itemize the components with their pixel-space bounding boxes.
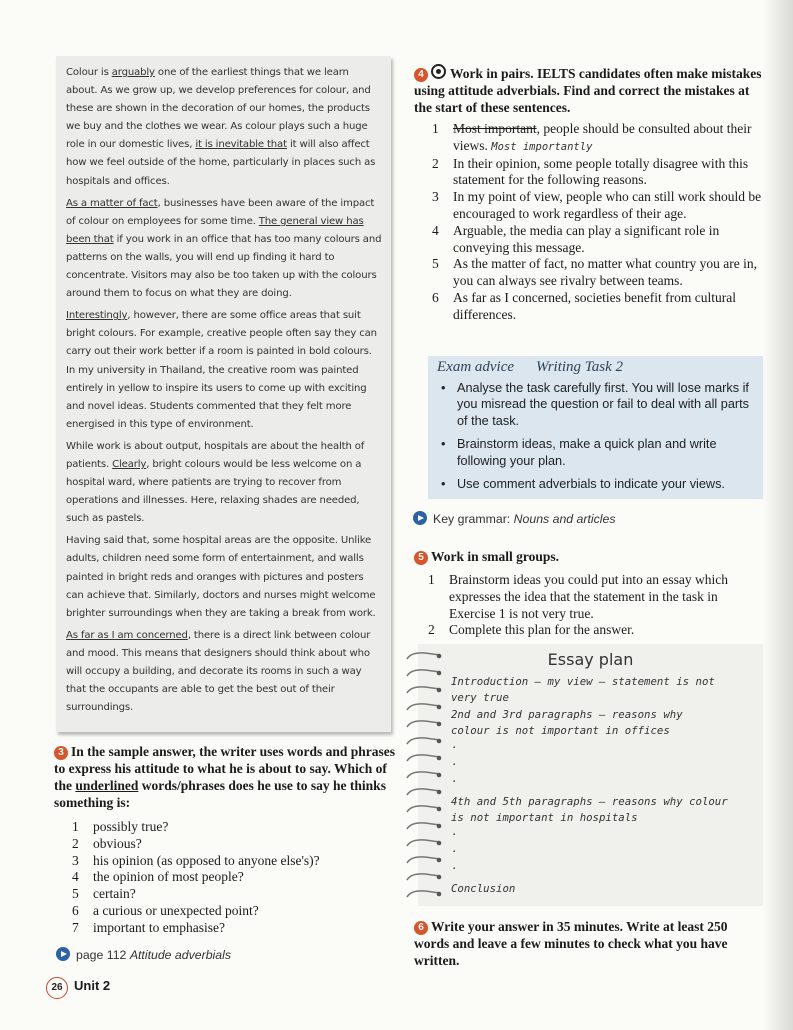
plan-bullet: · [451,775,458,788]
exercise-4-list [432,121,763,324]
arrow-icon [413,511,427,525]
list-item: 1 Brainstorm ideas you could put into an essay which expresses the idea that the statement in the task in Exercise 1 is not very true. [428,572,728,621]
list-item: 4 the opinion of most people? [72,869,244,885]
arrow-icon [56,947,70,961]
exercise-4-prompt: 4 Work in pairs. IELTS candidates often make mistakes using attitude adverbials. Find and correct the mistakes at the start of these sentences. [414,66,762,115]
page-spine-shadow [763,0,793,1030]
sample-answer-box [56,56,391,732]
plan-bullet: · [451,862,458,875]
plan-line: colour is not important in offices [451,724,670,737]
list-item: • Use comment adverbials to indicate your views. [438,476,756,492]
exercise-5-list [428,572,764,639]
plan-line: is not important in hospitals [451,811,638,824]
ring-icon [405,701,442,715]
ring-icon [405,769,442,783]
exam-advice-box [428,356,763,499]
plan-bullet: · [451,758,458,771]
sample-paragraph-5: Having said that, some hospital areas are the opposite. Unlike adults, children need some form of entertainment, and walls painted in bright reds and oranges with pictures and posters can achieve that. Similarly, doctors and nurses might welcome brighter surroundings when they are taking a break from work. [66,535,376,619]
key-grammar-link[interactable]: Key grammar: Nouns and articles [413,511,616,526]
page-footer [46,977,110,999]
ring-icon [405,752,442,766]
list-item: 6 a curious or unexpected point? [72,902,259,918]
list-item: 6 As far as I concerned, societies benefit from cultural differences. [432,289,737,322]
list-item: 5 certain? [72,886,136,902]
exam-advice-title: Exam advice Writing Task 2 [437,359,624,375]
exam-advice-list [438,380,756,499]
page-reference-link[interactable]: page 112 Attitude adverbials [56,947,231,962]
exercise-5-prompt: 5 Work in small groups. [414,548,764,565]
ring-icon [405,684,442,698]
struck-text: Most important [453,121,537,136]
plan-bullet: · [451,741,458,754]
list-item: 1 possibly true? [72,819,169,834]
essay-plan-title: Essay plan [547,650,634,669]
list-item: 2 Complete this plan for the answer. [428,622,635,638]
plan-line: Introduction – my view – statement is not [451,675,715,688]
plan-line: Conclusion [451,882,516,895]
ring-icon [405,718,442,732]
sample-paragraph-4: While work is about output, hospitals are about the health of patients. Clearly, bright colours would be less welcome on a hospital ward, where patients are trying to recover from operations and illnesses. Here, relaxing shades are needed, such as pastels. [66,440,365,525]
ring-icon [405,888,442,902]
sample-paragraph-1: Colour is arguably one of the earliest things that we learn about. As we grow up, we develop preferences for colour, and these are shown in the decoration of our homes, the products we buy and the clothes we wear. As colour plays such a huge role in our domestic lives, it is inevitable that it will also affect how we feel outside of the home, particularly in places such as hospitals and offices. [66,67,376,187]
ring-icon [405,786,442,800]
list-item: 3 In my point of view, people who can still work should be encouraged to work regardless of their age. [432,189,762,221]
exercise-number-badge: 6 [414,921,428,935]
exercise-3-prompt: 3 In the sample answer, the writer uses words and phrases to express his attitude to what he is about to say. Which of the underlined words/phrases does he use to say he thinks something is: [54,744,396,810]
list-item: 3 his opinion (as opposed to anyone else's)? [72,852,320,868]
page-number: 26 [46,977,68,999]
ring-icon [405,837,442,851]
plan-line: 4th and 5th paragraphs – reasons why colour [451,795,728,808]
plan-line: 2nd and 3rd paragraphs – reasons why [451,708,683,721]
list-item: 2 In their opinion, some people totally disagree with this statement for the following reasons. [432,155,749,188]
underlined-phrase: As far as I am concerned [66,629,188,641]
plan-bullet: · [451,845,458,858]
list-item: 1 Most important, people should be consulted about their views. Most importantly [432,121,752,153]
underlined-phrase: The general view has been that [66,215,364,245]
notebook-rings [405,650,445,910]
underlined-phrase: Interestingly [66,310,128,322]
ring-icon [405,820,442,834]
list-item: 5 As the matter of fact, no matter what country you are in, you can always see rivalry between teams. [432,256,758,289]
essay-plan-notebook [418,644,763,906]
ring-icon [405,803,442,817]
exercise-6-prompt: 6 Write your answer in 35 minutes. Write at least 250 words and leave a few minutes to check what you have written. [414,919,728,968]
unit-label: Unit 2 [74,978,111,993]
list-item: 2 obvious? [72,835,142,851]
ring-icon [405,735,442,749]
list-item: 4 Arguable, the media can play a significant role in conveying this message. [432,222,720,255]
pair-work-icon [431,64,446,79]
underlined-phrase: As a matter of fact [66,197,158,209]
sample-paragraph-6: As far as I am concerned, there is a direct link between colour and mood. This means that designers should think about who will occupy a building, and decorate its rooms in such a way that the occupants are able to get the best out of their surroundings. [66,629,371,714]
sample-paragraph-3: Interestingly, however, there are some office areas that suit bright colours. For example, creative people often say they can carry out their work better if a room is painted in bold colours. In my university in Thailand, the creative room was painted entirely in yellow to inspire its users to come up with exciting and novel ideas. Students commented that they felt more energised in this type of environment. [66,310,377,430]
ring-icon [405,650,442,664]
exercise-number-badge: 5 [414,551,428,565]
ring-icon [405,871,442,885]
list-item: 7 important to emphasise? [72,919,225,935]
exercise-number-badge: 4 [414,68,428,82]
handwritten-correction: Most importantly [491,140,593,153]
list-item: • Analyse the task carefully first. You will lose marks if you misread the question or fail to deal with all parts of the task. [438,380,756,429]
plan-line: very true [451,691,509,704]
plan-bullet: · [451,828,458,841]
sample-paragraph-2: As a matter of fact, businesses have been aware of the impact of colour on employees for some time. The general view has been that if you work in an office that has too many colours and patterns on the walls, you will end up finding it hard to concentrate. Visitors may also be too taken up with the colours around them to focus on what they are doing. [66,197,382,300]
underlined-phrase: arguably [111,67,155,78]
ring-icon [405,854,442,868]
ring-icon [405,667,442,681]
underlined-phrase: it is inevitable that [195,139,287,151]
list-item: • Brainstorm ideas, make a quick plan and write following your plan. [438,436,756,469]
underlined-phrase: Clearly [112,458,147,470]
exercise-3-list [72,819,402,937]
exercise-number-badge: 3 [54,746,68,760]
